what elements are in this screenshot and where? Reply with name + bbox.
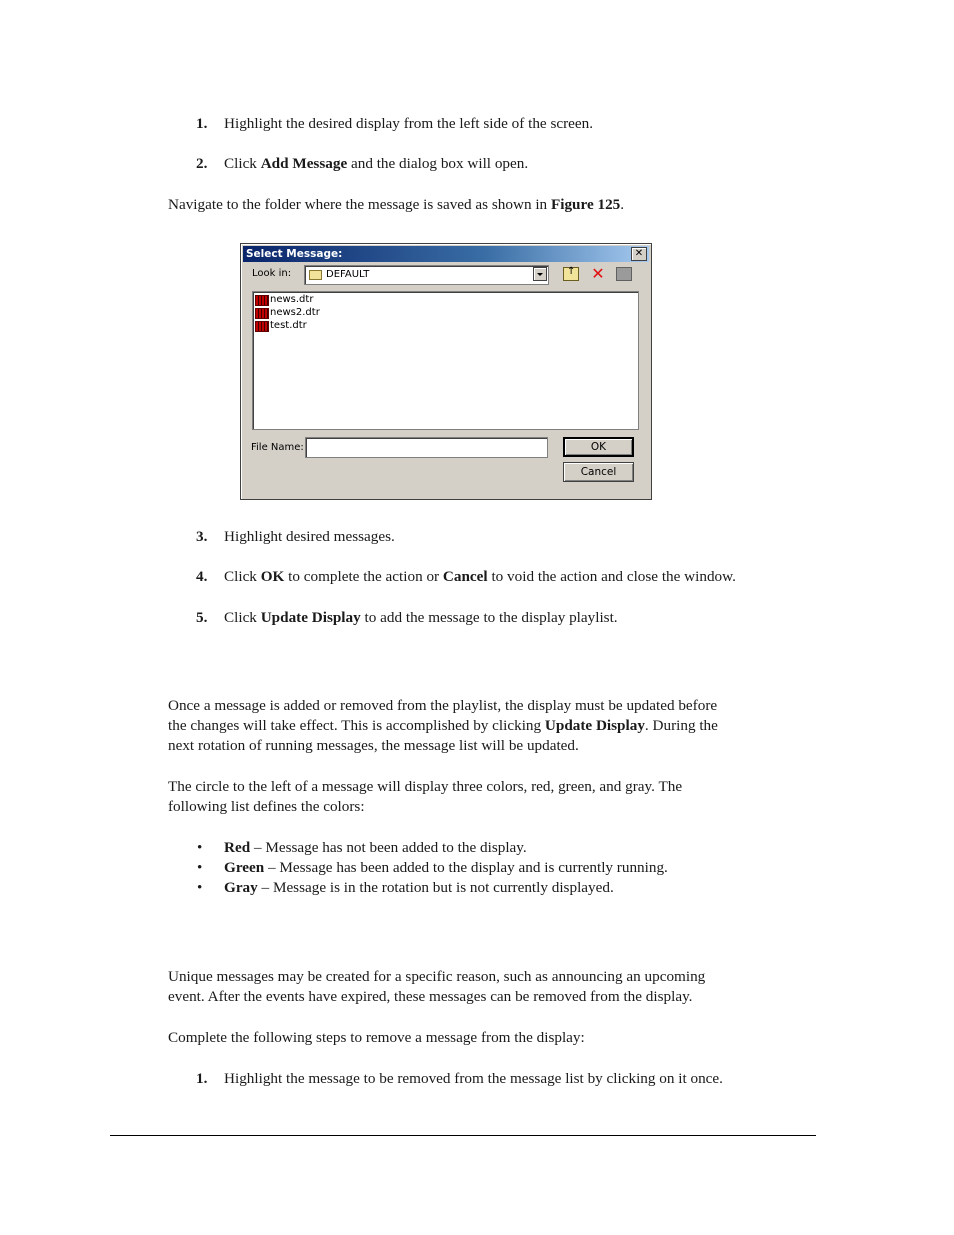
bullet-icon: • (197, 879, 203, 896)
step-text (224, 155, 528, 173)
text-run: to complete the action or (284, 568, 443, 585)
step-text (224, 1070, 723, 1088)
text-run: Unique messages may be created for a specific reason, such as announcing an upcoming (168, 968, 706, 985)
navigate-paragraph (168, 196, 624, 214)
bullet-icon: • (197, 839, 203, 856)
file-name: news2.dtr (270, 307, 320, 318)
file-list[interactable] (252, 291, 639, 430)
circle-paragraph (168, 777, 682, 817)
file-name: test.dtr (270, 320, 307, 331)
text-run: Complete the following steps to remove a message from the display: (168, 1029, 585, 1046)
text-run: and the dialog box will open. (347, 155, 529, 172)
message-file-icon (255, 295, 269, 306)
bullet-text (224, 859, 668, 877)
step-number: 1. (196, 1070, 208, 1087)
footer-rule (110, 1135, 816, 1136)
unique-paragraph (168, 967, 705, 1007)
ok-button[interactable]: OK (563, 437, 634, 457)
bold-term: Update Display (260, 609, 361, 626)
text-line (168, 967, 705, 987)
select-message-dialog (240, 243, 652, 500)
text-run: to add the message to the display playlist. (360, 609, 618, 626)
text-line (168, 797, 682, 817)
text-line (168, 716, 718, 736)
step-number: 1. (196, 115, 208, 132)
bold-term: Figure 125 (550, 196, 621, 213)
bold-term: Update Display (544, 717, 645, 734)
bullet-text (224, 879, 614, 897)
bold-term: Green (224, 859, 265, 876)
bullet-icon: • (197, 859, 203, 876)
text-run: – Message is in the rotation but is not currently displayed. (257, 879, 614, 896)
step-text (224, 568, 736, 586)
message-file-icon (255, 308, 269, 319)
text-line (168, 736, 718, 756)
step-number: 4. (196, 568, 208, 585)
text-run: Click (224, 568, 261, 585)
cancel-button[interactable]: Cancel (563, 462, 634, 482)
step-text (224, 528, 395, 546)
new-folder-icon[interactable] (616, 267, 632, 281)
bold-term: Add Message (260, 155, 348, 172)
step-text (224, 609, 618, 627)
text-line (168, 777, 682, 797)
text-run: . (620, 196, 625, 213)
dialog-title: Select Message: (246, 248, 343, 260)
update-paragraph (168, 696, 718, 756)
file-name: news.dtr (270, 294, 314, 305)
text-run: Click (224, 609, 261, 626)
text-run: to void the action and close the window. (487, 568, 736, 585)
close-icon[interactable]: ✕ (631, 247, 647, 261)
dialog-title-bar (243, 246, 649, 262)
text-run: Highlight the desired display from the left side of the screen. (224, 115, 594, 132)
text-run: Highlight desired messages. (224, 528, 395, 545)
bold-term: Gray (224, 879, 258, 896)
look-in-combo[interactable] (304, 265, 549, 285)
bullet-text (224, 839, 527, 857)
text-run: following list defines the colors: (168, 798, 365, 815)
message-file-icon (255, 321, 269, 332)
step-number: 5. (196, 609, 208, 626)
text-run: Click (224, 155, 261, 172)
complete-paragraph (168, 1029, 585, 1047)
bold-term: Red (224, 839, 251, 856)
text-run: . During the (644, 717, 718, 734)
text-line (168, 987, 705, 1007)
text-run: Navigate to the folder where the message is saved as shown in (168, 196, 551, 213)
text-run: Highlight the message to be removed from the message list by clicking on it once. (224, 1070, 723, 1087)
text-run: The circle to the left of a message will display three colors, red, green, and gray. The (168, 778, 683, 795)
chevron-down-icon[interactable] (533, 267, 547, 281)
text-run: next rotation of running messages, the message list will be updated. (168, 737, 579, 754)
delete-icon[interactable]: ✕ (591, 264, 605, 283)
text-run: Once a message is added or removed from the playlist, the display must be updated before (168, 697, 718, 714)
step-text (224, 115, 593, 133)
up-folder-icon[interactable] (563, 267, 579, 281)
text-line (168, 696, 718, 716)
bold-term: Cancel (442, 568, 488, 585)
text-run: – Message has not been added to the display. (250, 839, 527, 856)
look-in-value: DEFAULT (326, 269, 370, 280)
look-in-label: Look in: (252, 268, 292, 279)
bold-term: OK (260, 568, 285, 585)
file-name-label: File Name: (251, 442, 304, 453)
text-run: the changes will take effect. This is accomplished by clicking (168, 717, 545, 734)
folder-icon (309, 270, 322, 280)
step-number: 3. (196, 528, 208, 545)
text-run: – Message has been added to the display and is currently running. (264, 859, 668, 876)
text-run: event. After the events have expired, these messages can be removed from the display. (168, 988, 693, 1005)
file-name-input[interactable] (305, 437, 548, 458)
step-number: 2. (196, 155, 208, 172)
